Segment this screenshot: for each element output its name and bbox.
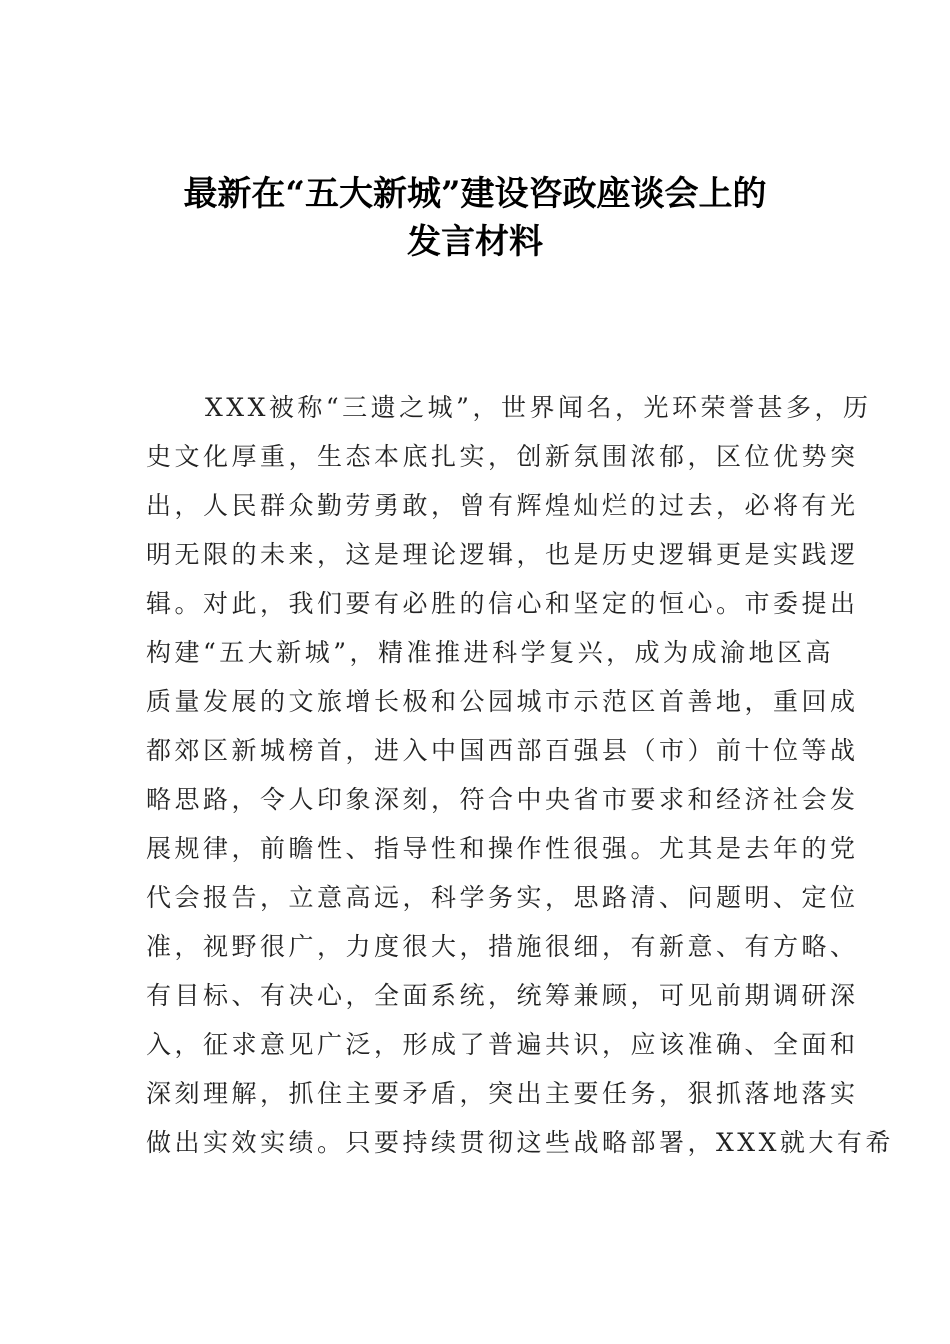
body-paragraph	[146, 388, 894, 1172]
paragraph-line: 做出实效实绩。只要持续贯彻这些战略部署，XXX就大有希	[146, 1128, 894, 1157]
paragraph-line: 都郊区新城榜首，进入中国西部百强县（市）前十位等战	[146, 736, 859, 765]
paragraph-line: 明无限的未来，这是理论逻辑，也是历史逻辑更是实践逻	[146, 540, 859, 569]
paragraph-line: 准，视野很广，力度很大，措施很细，有新意、有方略、	[146, 932, 859, 961]
paragraph-line: 构建“五大新城”，精准推进科学复兴，成为成渝地区高	[146, 638, 835, 667]
paragraph-line: 质量发展的文旅增长极和公园城市示范区首善地，重回成	[146, 687, 859, 716]
paragraph-line: 代会报告，立意高远，科学务实，思路清、问题明、定位	[146, 883, 859, 912]
paragraph-line: 略思路，令人印象深刻，符合中央省市要求和经济社会发	[146, 785, 859, 814]
title-line-2: 发言材料	[407, 222, 543, 262]
paragraph-line: 史文化厚重，生态本底扎实，创新氛围浓郁，区位优势突	[146, 442, 859, 471]
paragraph-line: 出，人民群众勤劳勇敢，曾有辉煌灿烂的过去，必将有光	[146, 491, 859, 520]
paragraph-line: 深刻理解，抓住主要矛盾，突出主要任务，狠抓落地落实	[146, 1079, 859, 1108]
document-title	[130, 170, 820, 266]
title-line-1: 最新在“五大新城”建设咨政座谈会上的	[183, 174, 767, 214]
paragraph-line: 入，征求意见广泛，形成了普遍共识，应该准确、全面和	[146, 1030, 859, 1059]
paragraph-line: 有目标、有决心，全面系统，统筹兼顾，可见前期调研深	[146, 981, 859, 1010]
paragraph-line: 展规律，前瞻性、指导性和操作性很强。尤其是去年的党	[146, 834, 859, 863]
paragraph-line: XXX被称“三遗之城”，世界闻名，光环荣誉甚多，历	[205, 393, 872, 422]
paragraph-line: 辑。对此，我们要有必胜的信心和坚定的恒心。市委提出	[146, 589, 859, 618]
